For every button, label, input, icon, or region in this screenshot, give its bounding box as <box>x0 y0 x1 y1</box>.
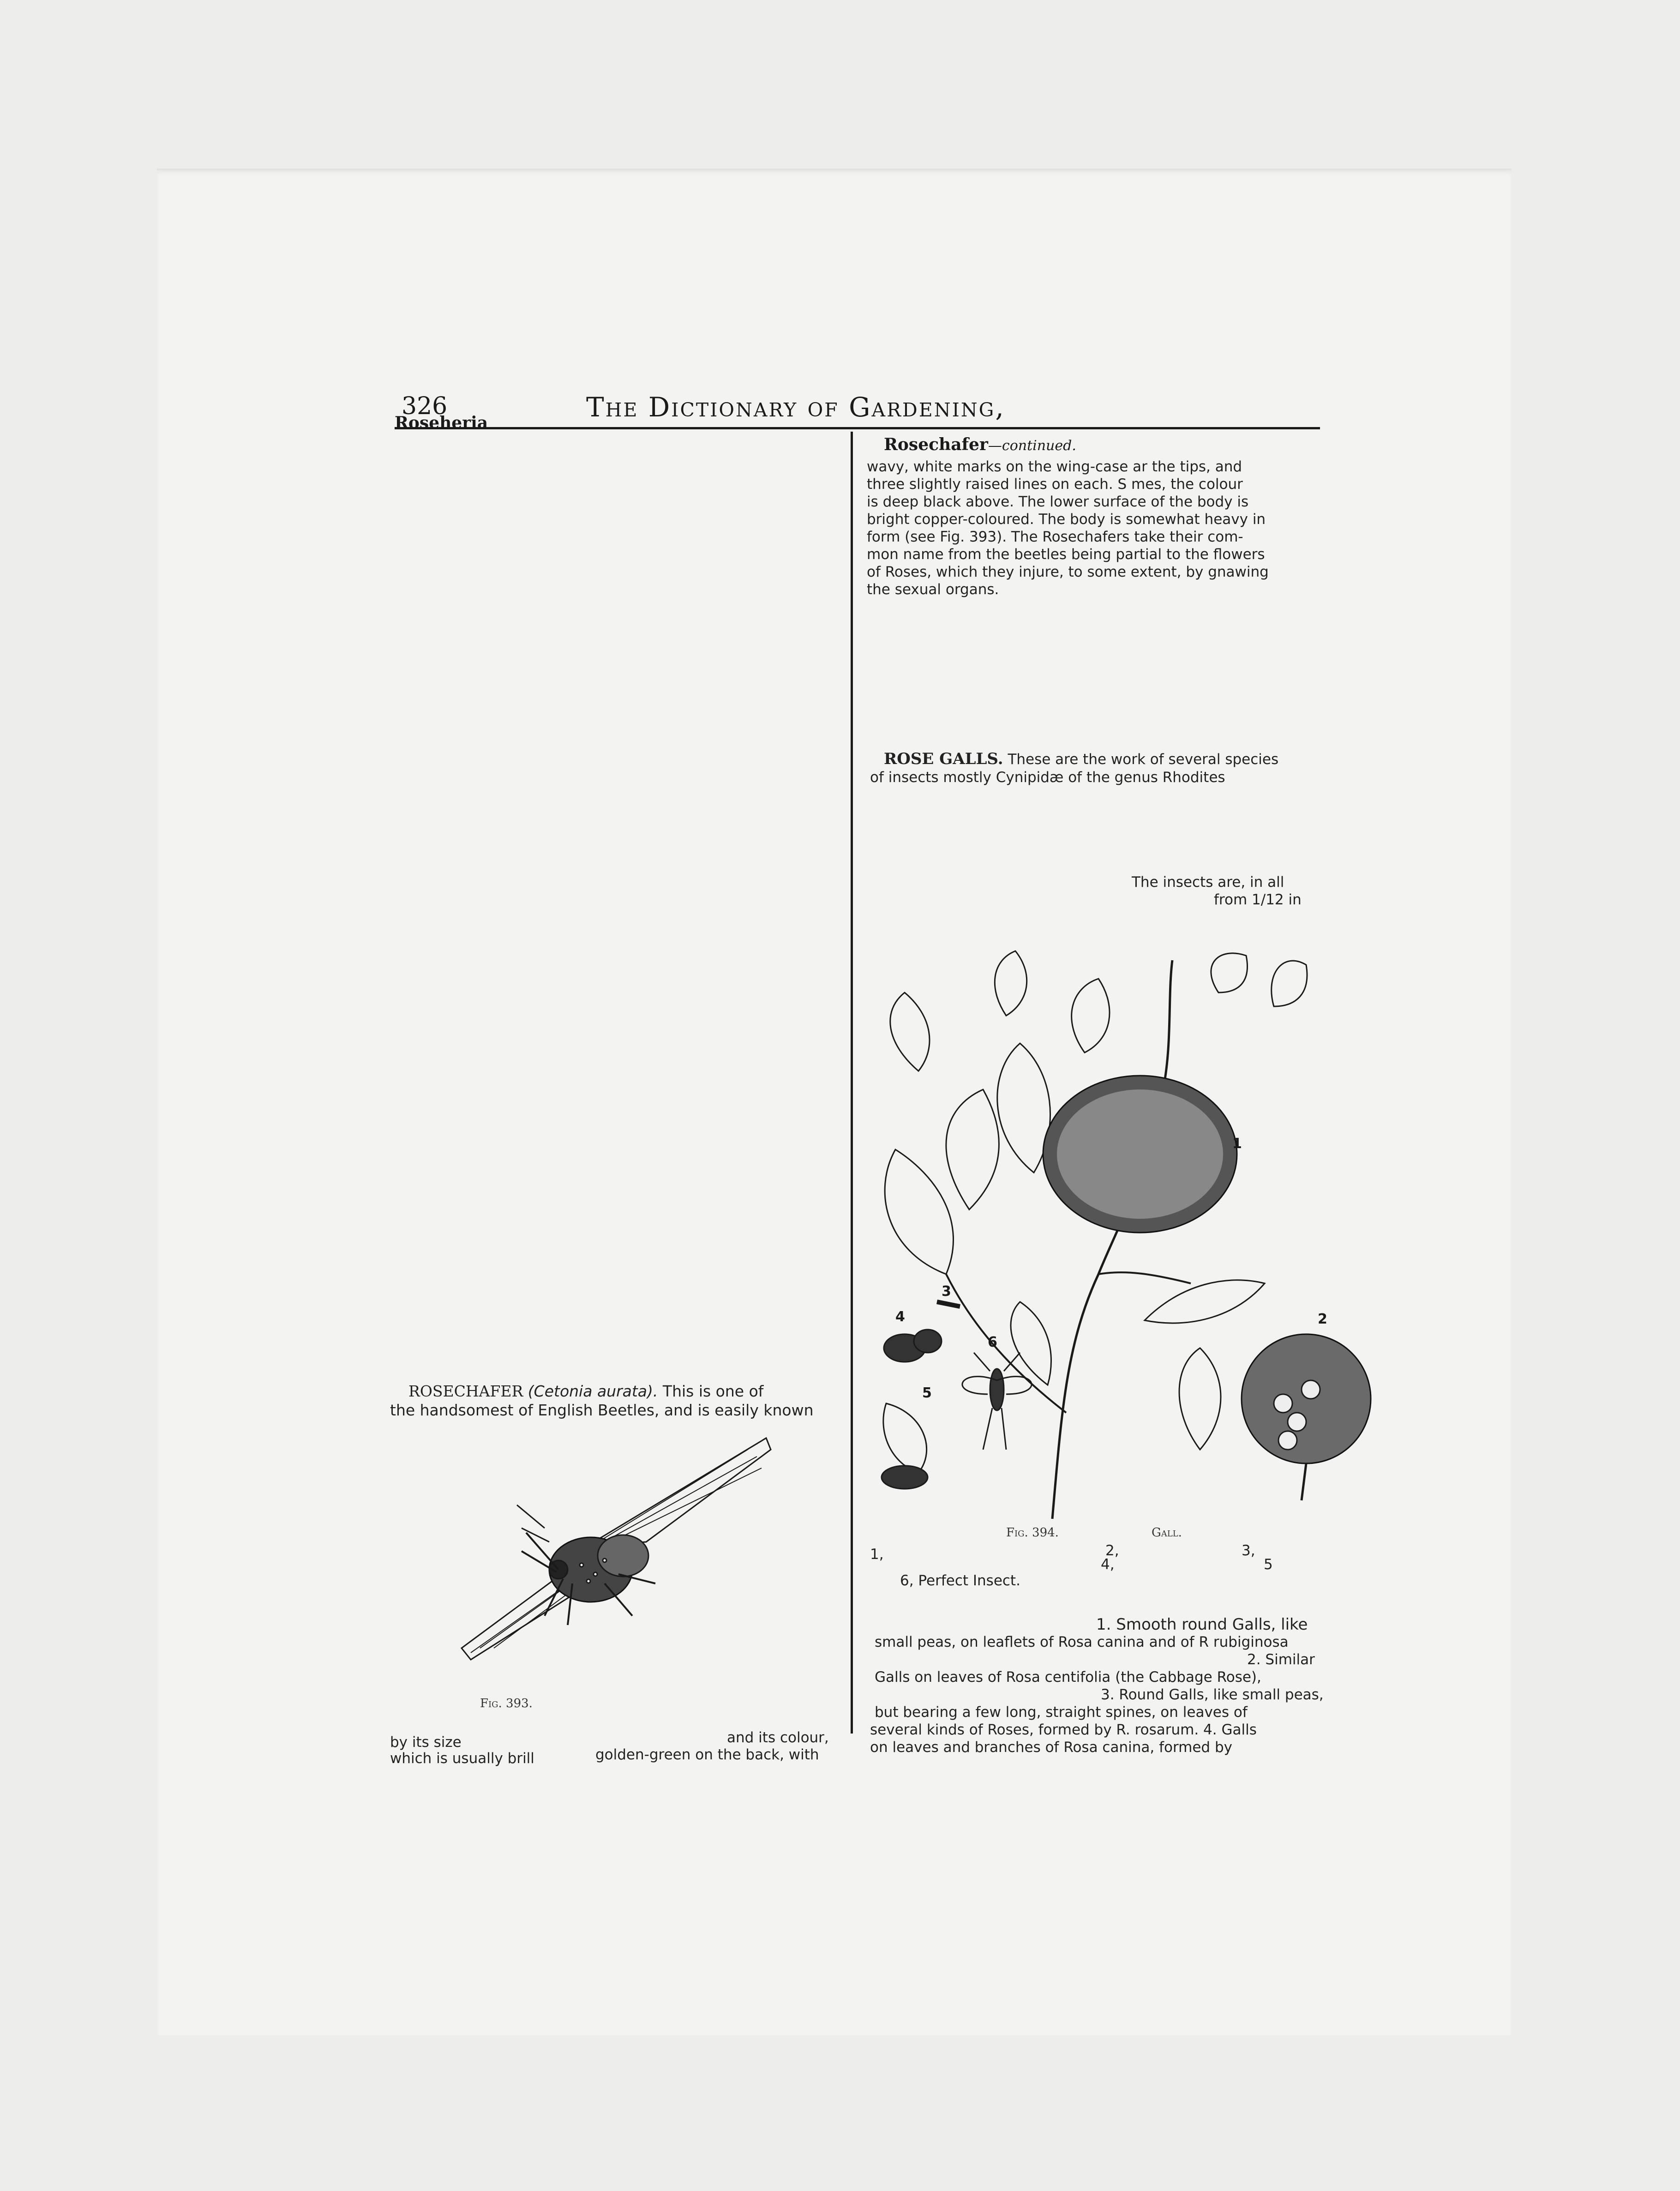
insects-line2: from 1/12 in <box>1214 891 1302 908</box>
legend-line: but bearing a few long, straight spines, on leaves of <box>875 1704 1248 1721</box>
continued-line: of Roses, which they injure, to some extent, by gnawing <box>867 564 1269 580</box>
legend-line: 3. Round Galls, like small peas, <box>1101 1686 1324 1703</box>
column-divider <box>851 432 853 1734</box>
figure-number-6: 6 <box>988 1334 997 1350</box>
continued-title <box>884 435 1076 454</box>
rose-galls-line1-rest: These are the work of several species <box>1008 751 1279 768</box>
continued-line: form (see Fig. 393). The Rosechafers take their com- <box>867 529 1243 545</box>
page-number: 326 <box>402 392 448 420</box>
figure-number-5: 5 <box>922 1385 932 1401</box>
rosechafer-heading: ROSECHAFER <box>408 1382 523 1400</box>
continued-suffix: —continued. <box>988 438 1076 454</box>
legend-line: small peas, on leaflets of Rosa canina and of R rubiginosa <box>875 1634 1289 1650</box>
legend-1: 1, <box>870 1546 884 1563</box>
rose-galls-line1 <box>884 750 1278 768</box>
continued-title-word: Rosechafer <box>884 435 988 454</box>
legend-5: 5 <box>1264 1556 1273 1573</box>
legend-4: 4, <box>1101 1556 1115 1573</box>
bottom-left-1: by its size <box>390 1734 462 1751</box>
bottom-left-2: which is usually brill <box>390 1750 534 1767</box>
page-title: The Dictionary of Gardening, <box>586 391 1005 423</box>
insects-line1: The insects are, in all <box>1132 874 1284 891</box>
rose-galls-heading: ROSE GALLS. <box>884 750 1003 768</box>
figure-number-4: 4 <box>895 1309 905 1325</box>
beetle-illustration <box>452 1431 775 1690</box>
rose-gall-illustration <box>868 951 1366 1533</box>
continued-line: bright copper-coloured. The body is somewhat heavy in <box>867 511 1266 528</box>
continued-line: the sexual organs. <box>867 581 999 598</box>
figure-number-1: 1 <box>1232 1136 1242 1152</box>
gall-caption: Gall. <box>1152 1526 1182 1540</box>
bottom-right-2: golden-green on the back, with <box>595 1746 819 1763</box>
bottom-right-1: and its colour, <box>727 1729 829 1746</box>
header-rule <box>395 427 1320 429</box>
legend-line: on leaves and branches of Rosa canina, formed by <box>870 1739 1232 1756</box>
legend-line: 1. Smooth round Galls, like <box>1096 1615 1308 1634</box>
legend-2: 2, <box>1105 1542 1119 1559</box>
figure-number-2: 2 <box>1318 1311 1327 1327</box>
continued-line: wavy, white marks on the wing-case ar the tips, and <box>867 458 1242 475</box>
rosechafer-entry-line2: the handsomest of English Beetles, and is easily known <box>390 1401 814 1419</box>
figure-394-caption: Fig. 394. <box>1006 1526 1059 1540</box>
continued-paragraph <box>867 458 1321 598</box>
figure-393-caption: Fig. 393. <box>480 1697 533 1710</box>
figure-number-3: 3 <box>942 1283 951 1300</box>
legend-3: 3, <box>1242 1542 1255 1559</box>
rosechafer-latin: (Cetonia aurata). <box>528 1382 658 1400</box>
legend-perfect-insect: 6, Perfect Insect. <box>900 1572 1020 1589</box>
rose-galls-line2: of insects mostly Cynipidæ of the genus Rhodites <box>870 769 1225 786</box>
rosechafer-line1-rest: This is one of <box>662 1382 764 1400</box>
legend-line: Galls on leaves of Rosa centifolia (the Cabbage Rose), <box>875 1669 1261 1685</box>
legend-line: several kinds of Roses, formed by R. rosarum. 4. Galls <box>870 1722 1257 1738</box>
rosechafer-entry-line1 <box>408 1383 763 1400</box>
guide-word: Roseheria <box>395 413 488 433</box>
continued-line: three slightly raised lines on each. S mes, the colour <box>867 476 1243 493</box>
continued-line: mon name from the beetles being partial to the flowers <box>867 546 1265 563</box>
legend-line: 2. Similar <box>1247 1651 1315 1668</box>
continued-line: is deep black above. The lower surface of the body is <box>867 494 1249 510</box>
